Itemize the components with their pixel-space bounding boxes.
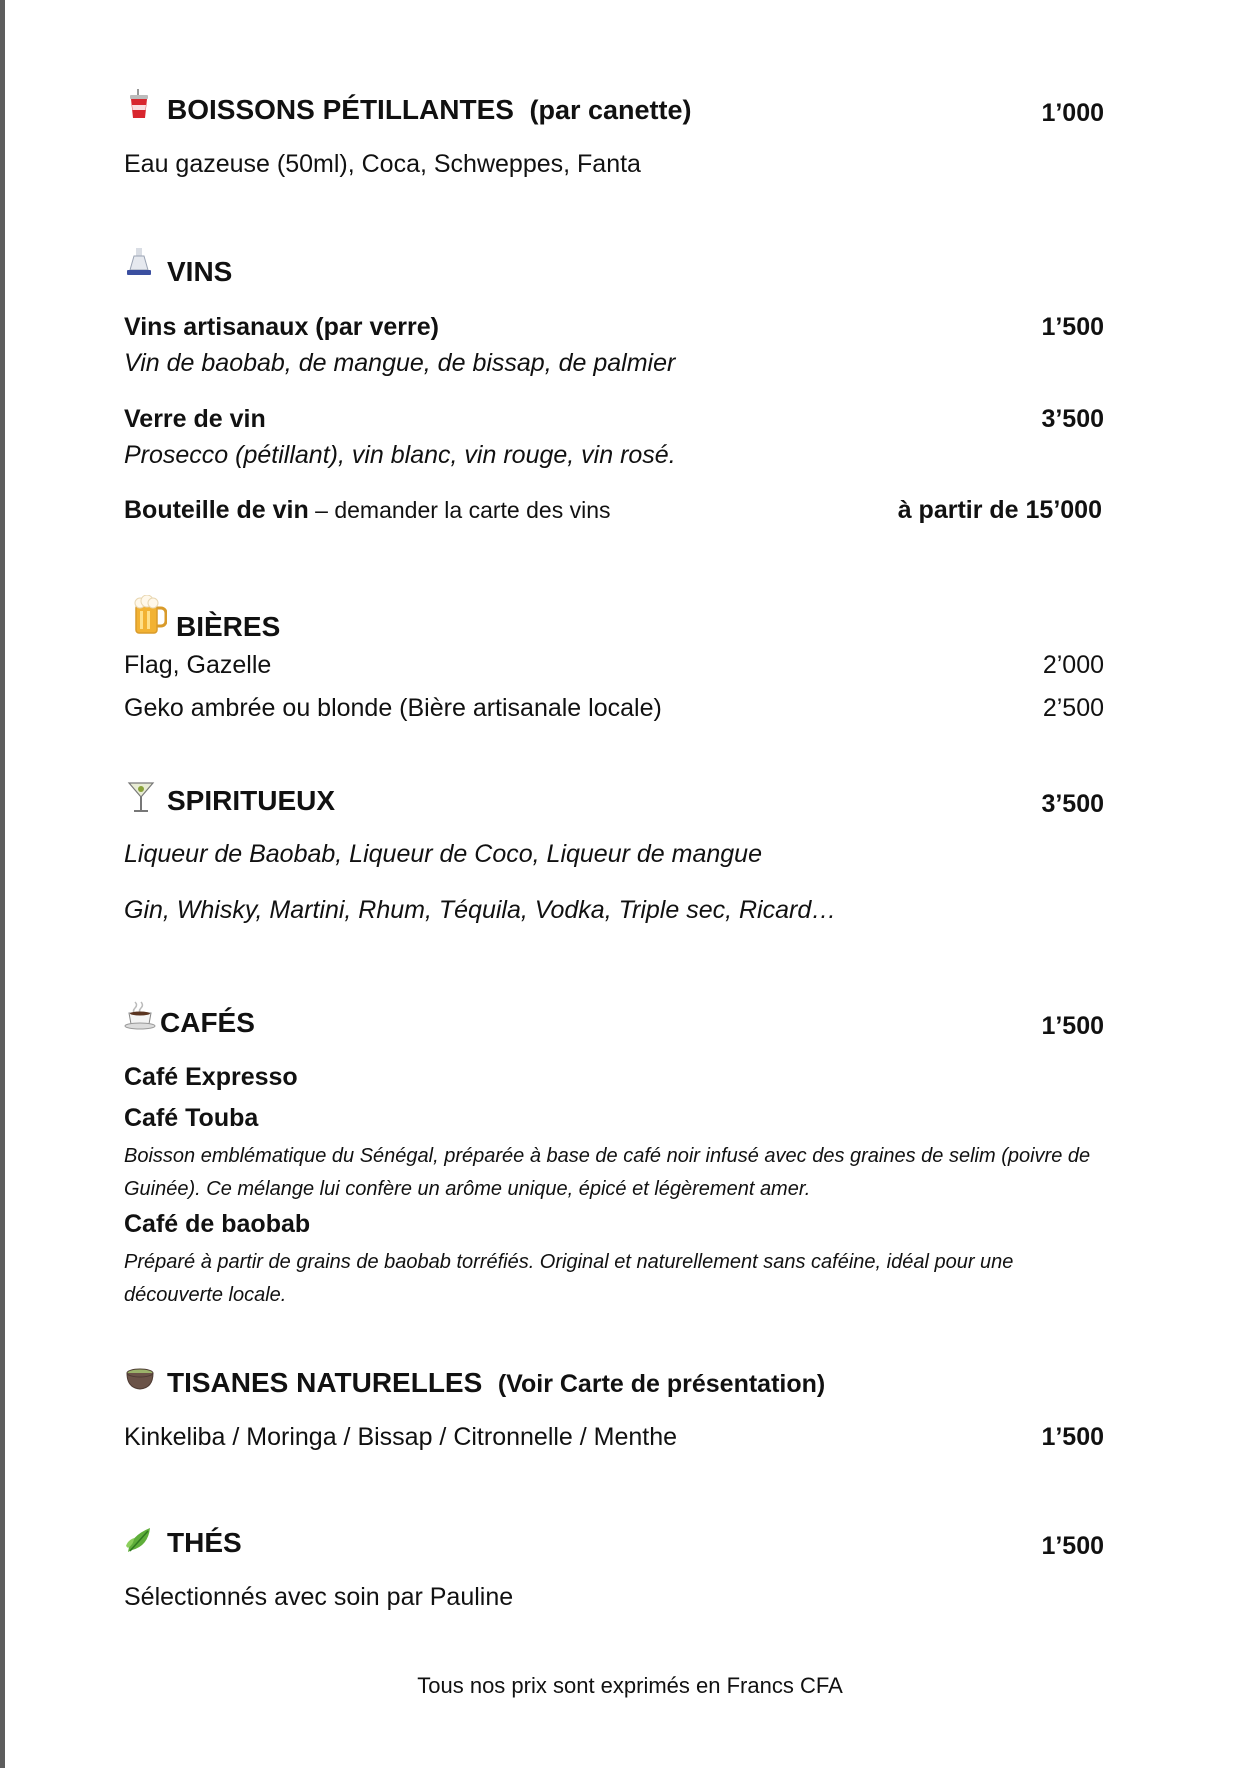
wine-bottle-price: à partir de 15’000 [897,496,1102,524]
teas-desc: Sélectionnés avec soin par Pauline [124,1583,514,1611]
wine-glass-desc: Prosecco (pétillant), vin blanc, vin rouge, vin rosé. [124,441,676,469]
sparkling-price: 1’000 [1041,99,1104,127]
spirits-price: 3’500 [1041,790,1104,818]
coffees-title: CAFÉS [160,1007,255,1038]
herbal-price: 1’500 [1041,1423,1104,1451]
cocktail-glass-icon [127,780,155,814]
wine-bottle-name: Bouteille de vin [124,496,309,524]
tea-bowl-icon [124,1364,156,1392]
wine-artisanal-desc: Vin de baobab, de mangue, de bissap, de palmier [124,349,676,377]
spirits-line-2: Gin, Whisky, Martini, Rhum, Téquila, Vodka, Triple sec, Ricard… [124,896,837,924]
sparkling-items: Eau gazeuse (50ml), Coca, Schweppes, Fanta [124,150,641,178]
spirits-line-1: Liqueur de Baobab, Liqueur de Coco, Liqueur de mangue [124,840,762,868]
coffee-espresso: Café Expresso [124,1063,298,1091]
beer-item-0-price: 2’000 [1042,651,1104,679]
beers-title: BIÈRES [176,611,281,642]
wine-artisanal-name: Vins artisanaux (par verre) [124,313,439,341]
sake-bottle-icon [124,246,154,278]
beer-item-0-name: Flag, Gazelle [124,651,272,679]
beer-mug-icon [133,595,167,635]
beer-item-1-name: Geko ambrée ou blonde (Bière artisanale locale) [124,694,662,722]
wine-bottle-line [124,496,610,525]
teas-price: 1’500 [1041,1532,1104,1560]
coffee-baobab-desc: Préparé à partir de grains de baobab torréfiés. Original et naturellement sans caféine, idéal pour une découverte locale. [124,1251,1014,1306]
page-edge [0,0,5,1768]
hot-coffee-icon [124,1000,158,1030]
coffee-baobab: Café de baobab [124,1210,311,1238]
herbal-items: Kinkeliba / Moringa / Bissap / Citronnelle / Menthe [124,1423,678,1451]
teas-title: THÉS [167,1527,242,1558]
soda-cup-icon [124,88,154,120]
coffee-touba: Café Touba [124,1104,259,1132]
herbal-title: TISANES NATURELLES (Voir Carte de présentation) [167,1367,826,1398]
wine-bottle-desc: – demander la carte des vins [308,497,611,523]
spirits-title: SPIRITUEUX [167,785,336,816]
sparkling-title: BOISSONS PÉTILLANTES (par canette) [167,94,692,125]
herb-leaf-icon [124,1524,156,1556]
coffee-touba-desc: Boisson emblématique du Sénégal, préparée à base de café noir infusé avec des graines de selim (poivre de Guinée). Ce mélange lui confère un arôme unique, épicé et légèrement amer. [124,1145,1091,1200]
wine-artisanal-price: 1’500 [1041,313,1104,341]
wine-glass-price: 3’500 [1041,405,1104,433]
wines-title: VINS [167,256,233,287]
wine-glass-name: Verre de vin [124,405,266,433]
beer-item-1-price: 2’500 [1042,694,1104,722]
footer-note: Tous nos prix sont exprimés en Francs CFA [417,1673,843,1698]
coffees-price: 1’500 [1041,1012,1104,1040]
